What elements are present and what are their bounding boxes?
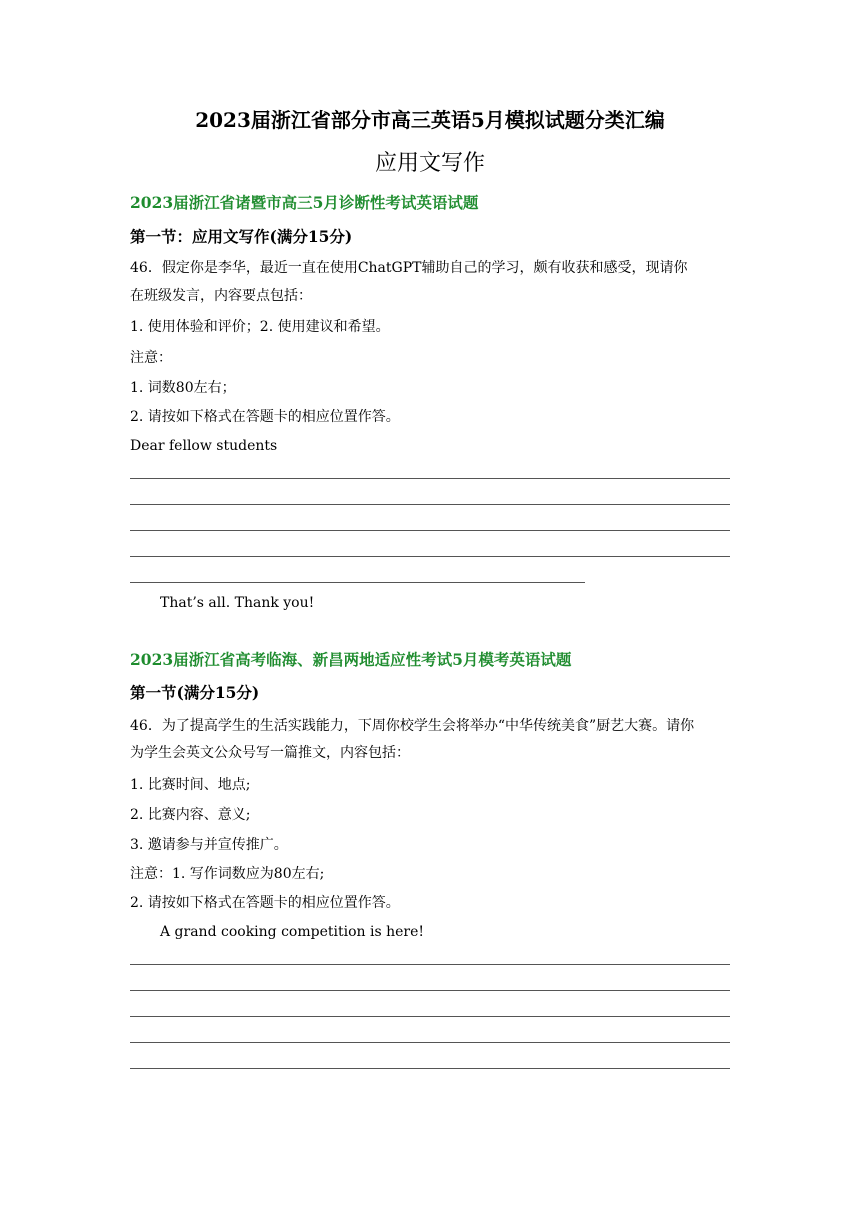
answer-line (130, 504, 730, 505)
section1-prompt-line-1: 46．假定你是李华，最近一直在使用ChatGPT辅助自己的学习，颇有收获和感受，现请你 (130, 260, 688, 276)
section2-prompt-line-2: 为学生会英文公众号写一篇推文，内容包括： (130, 745, 410, 761)
section1-heading: 2023届浙江省诸暨市高三5月诊断性考试英语试题 (130, 193, 479, 212)
answer-line (130, 1016, 730, 1017)
section2-point-3: 3. 邀请参与并宣传推广。 (130, 837, 288, 853)
answer-line (130, 582, 585, 583)
answer-line (130, 556, 730, 557)
section1-note-1: 1. 词数80左右； (130, 380, 236, 396)
answer-line (130, 990, 730, 991)
answer-line (130, 1042, 730, 1043)
section2-part-title: 第一节(满分15分) (130, 683, 260, 702)
section2-note-2: 2. 请按如下格式在答题卡的相应位置作答。 (130, 895, 400, 911)
section1-prompt-line-2: 在班级发言，内容要点包括： (130, 288, 312, 304)
section1-note-label: 注意： (130, 350, 172, 366)
document-subtitle: 应用文写作 (374, 151, 485, 176)
section2-point-2: 2. 比赛内容、意义; (130, 807, 251, 823)
answer-line (130, 1068, 730, 1069)
section1-closing: That’s all. Thank you! (160, 595, 315, 611)
section2-heading: 2023届浙江省高考临海、新昌两地适应性考试5月模考英语试题 (130, 650, 572, 669)
section2-prompt-line-1: 46．为了提高学生的生活实践能力，下周你校学生会将举办“中华传统美食”厨艺大赛。请你 (130, 718, 695, 734)
section2-point-1: 1. 比赛时间、地点; (130, 777, 251, 793)
answer-line (130, 530, 730, 531)
document-title: 2023届浙江省部分市高三英语5月模拟试题分类汇编 (195, 108, 665, 132)
section1-part-title: 第一节：应用文写作(满分15分) (130, 227, 353, 246)
section1-points: 1. 使用体验和评价；2. 使用建议和希望。 (130, 319, 390, 335)
answer-line (130, 964, 730, 965)
section1-greeting: Dear fellow students (130, 438, 278, 454)
section1-note-2: 2. 请按如下格式在答题卡的相应位置作答。 (130, 409, 400, 425)
section2-opening: A grand cooking competition is here! (160, 924, 424, 940)
answer-line (130, 478, 730, 479)
section2-note-1: 注意：1. 写作词数应为80左右; (130, 866, 325, 882)
